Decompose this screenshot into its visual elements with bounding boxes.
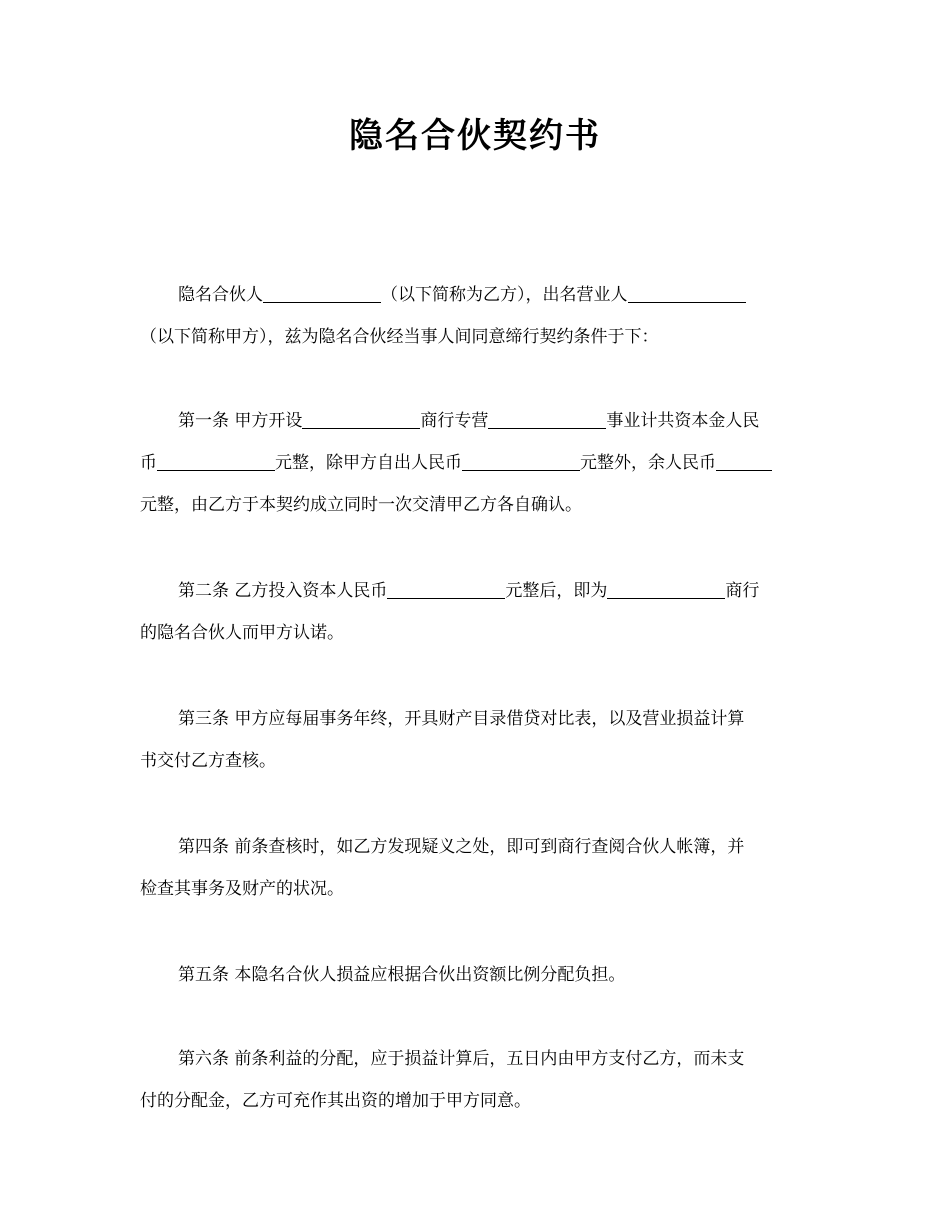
document-title: 隐名合伙契约书 [349, 116, 601, 156]
preamble-line-2: （以下简称甲方），兹为隐名合伙经当事人间同意缔行契约条件于下： [140, 327, 659, 347]
preamble-paragraph [140, 274, 810, 358]
article-text: 商行 [725, 581, 760, 601]
article-1-line-1 [140, 400, 810, 442]
article-text: 元整后，即为 [505, 581, 608, 601]
article-2-line-2: 的隐名合伙人而甲方认诺。 [140, 623, 344, 643]
article-2-paragraph [140, 570, 810, 654]
blank-field-firm-name-2[interactable] [607, 580, 725, 599]
article-text: 币 [140, 453, 157, 473]
blank-field-silent-partner[interactable] [263, 284, 381, 303]
article-1-line-2 [140, 442, 810, 484]
article-text: 事业计共资本金人民 [606, 411, 760, 431]
article-5-line-1: 第五条 本隐名合伙人损益应根据合伙出资额比例分配负担。 [178, 965, 626, 985]
article-1-paragraph [140, 400, 810, 526]
blank-field-firm-name[interactable] [302, 410, 420, 429]
article-2-line-1 [140, 570, 810, 612]
article-6-paragraph [140, 1038, 810, 1122]
article-1-line-3: 元整，由乙方于本契约成立同时一次交清甲乙方各自确认。 [140, 495, 582, 515]
article-3-line-2: 书交付乙方查核。 [140, 751, 276, 771]
preamble-text: 隐名合伙人 [178, 285, 263, 305]
article-3-line-1: 第三条 甲方应每届事务年终，开具财产目录借贷对比表，以及营业损益计算 [178, 709, 745, 729]
article-3-paragraph [140, 698, 810, 782]
blank-field-named-operator[interactable] [628, 284, 746, 303]
article-text: 元整外，余人民币 [580, 453, 716, 473]
preamble-text: （以下简称为乙方），出名营业人 [381, 285, 628, 305]
article-text: 第二条 乙方投入资本人民币 [178, 581, 388, 601]
article-4-paragraph [140, 826, 810, 910]
article-6-line-1: 第六条 前条利益的分配，应于损益计算后，五日内由甲方支付乙方，而未支 [178, 1049, 745, 1069]
article-6-line-2: 付的分配金，乙方可充作其出资的增加于甲方同意。 [140, 1091, 531, 1111]
article-text: 元整，除甲方自出人民币 [275, 453, 462, 473]
article-text: 商行专营 [420, 411, 489, 431]
blank-field-party-b-capital[interactable] [387, 580, 505, 599]
blank-field-remaining-capital[interactable] [716, 452, 772, 471]
article-4-line-2: 检查其事务及财产的状况。 [140, 879, 344, 899]
preamble-line-1 [140, 274, 810, 316]
blank-field-total-capital[interactable] [157, 452, 275, 471]
blank-field-party-a-capital[interactable] [462, 452, 580, 471]
article-5-paragraph [140, 954, 810, 996]
article-text: 第一条 甲方开设 [178, 411, 303, 431]
article-4-line-1: 第四条 前条查核时，如乙方发现疑义之处，即可到商行查阅合伙人帐簿，并 [178, 837, 745, 857]
blank-field-business-type[interactable] [488, 410, 606, 429]
